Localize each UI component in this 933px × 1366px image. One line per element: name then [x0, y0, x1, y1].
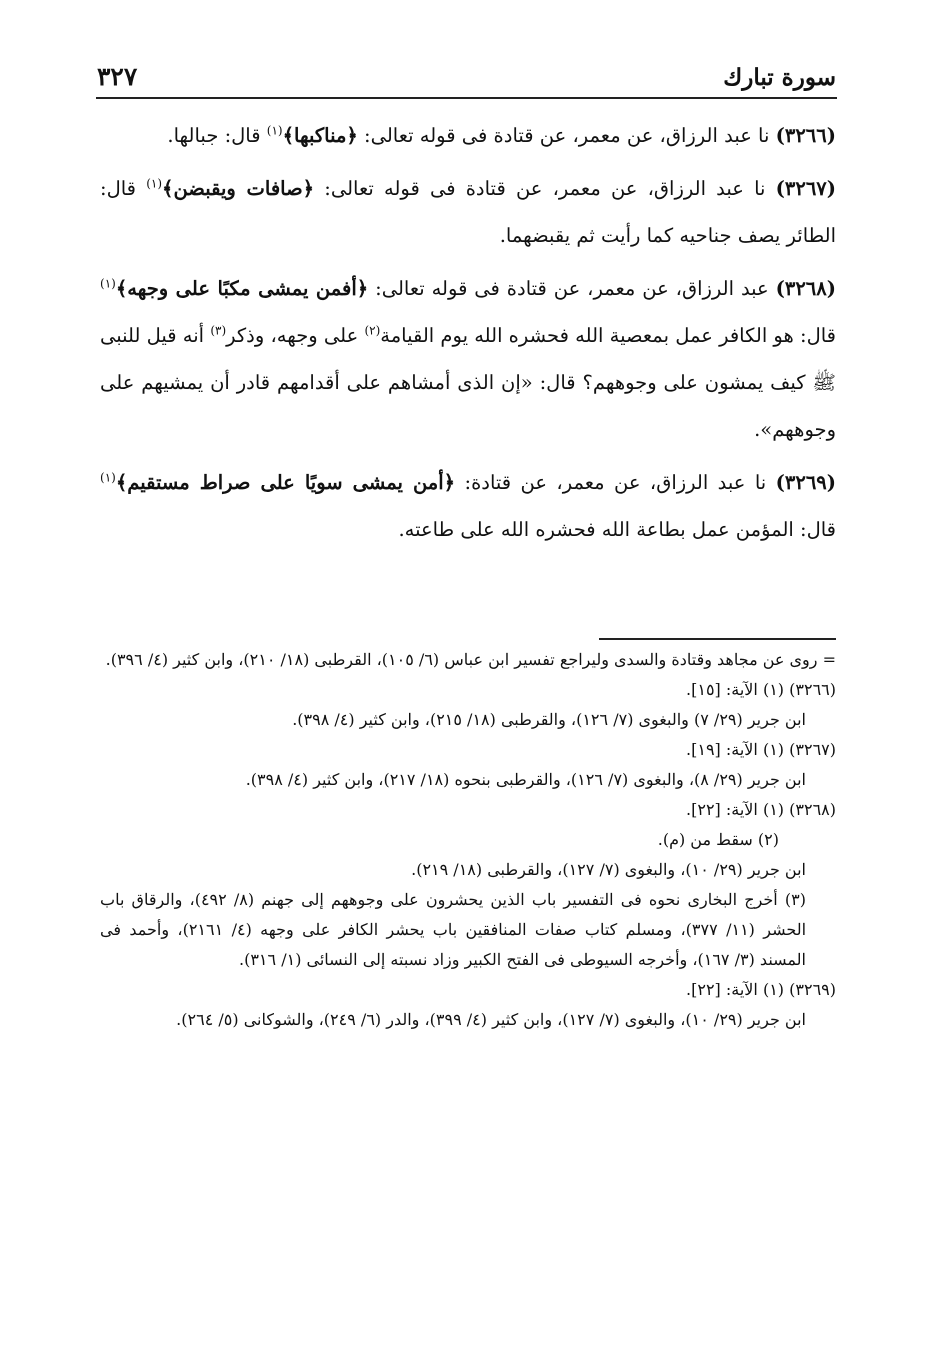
footnote-ref: (١)	[100, 276, 116, 291]
footnote-3268-sources: ابن جرير (٢٩/ ١٠)، والبغوى (٧/ ١٢٧)، والقرطبى (١٨/ ٢١٩).	[411, 860, 806, 879]
footnote-ref: (١)	[266, 123, 283, 138]
narration-number: (٣٢٦٦)	[775, 124, 836, 147]
narration-3268	[100, 265, 836, 453]
footnote-3269-sources: ابن جرير (٢٩/ ١٠)، والبغوى (٧/ ١٢٧)، وابن كثير (٤/ ٣٩٩)، والدر (٦/ ٢٤٩)، والشوكانى (٥/ ٢٦٤).	[176, 1010, 806, 1029]
footnote-3268-1: (٣٢٦٨) (١) الآية: [٢٢].	[686, 800, 836, 819]
narration-3266	[100, 112, 836, 159]
footnote-3267-sources: ابن جرير (٢٩/ ٨)، والبغوى (٧/ ١٢٦)، والقرطبى بنحوه (١٨/ ٢١٧)، وابن كثير (٤/ ٣٩٨).	[245, 770, 806, 789]
footnote-ref: (١)	[146, 176, 163, 191]
narration-chain: نا عبد الرزاق، عن معمر، عن قتادة فى قوله تعالى:	[357, 124, 776, 147]
narration-number: (٣٢٦٨)	[775, 277, 836, 300]
narration-3267	[100, 165, 836, 259]
footnote-3267-1: (٣٢٦٧) (١) الآية: [١٩].	[686, 740, 836, 759]
footnote-ref: (٢)	[364, 323, 381, 338]
narration-text: على وجهه، وذكر	[226, 324, 365, 347]
narrations	[100, 112, 836, 559]
footnote-3266-sources: ابن جرير (٢٩/ ٧) والبغوى (٧/ ١٢٦)، والقرطبى (١٨/ ٢١٥)، وابن كثير (٤/ ٣٩٨).	[292, 710, 806, 729]
narration-3269	[100, 459, 836, 553]
narration-text: قال: المؤمن عمل بطاعة الله فحشره الله على طاعته.	[398, 518, 836, 541]
page-number: ٣٢٧	[97, 62, 138, 91]
footnote-separator	[599, 638, 836, 640]
quran-quote: ﴿أفمن يمشى مكبًا على وجهه﴾	[115, 277, 369, 300]
narration-text: أنه قيل للنبى ﷺ كيف يمشون على وجوههم؟ قال: «إن الذى أمشاهم على أقدامهم قادر أن يمشيهم على وجوههم».	[100, 324, 836, 441]
narration-chain: نا عبد الرزاق، عن معمر، عن قتادة فى قوله تعالى:	[314, 177, 776, 200]
footnote-3268-2: (٢) سقط من (م).	[657, 830, 779, 849]
footnote-ref: (٣)	[210, 323, 227, 338]
quran-quote: ﴿أمن يمشى سويًا على صراط مستقيم﴾	[115, 471, 456, 494]
narration-chain: عبد الرزاق، عن معمر، عن قتادة فى قوله تعالى:	[368, 277, 776, 300]
narration-chain: نا عبد الرزاق، عن معمر، عن قتادة:	[455, 471, 776, 494]
quran-quote: ﴿صافات ويقبضن﴾	[162, 177, 315, 200]
footnote-ref: (١)	[100, 470, 116, 485]
narration-number: (٣٢٦٧)	[775, 177, 837, 200]
narration-text: قال: جبالها.	[167, 124, 267, 147]
footnote-3268-3: (٣) أخرج البخارى نحوه فى التفسير باب الذين يحشرون على وجوههم إلى جهنم (٨/ ٤٩٢)، والرقاق باب الحشر (١١/ ٣٧٧)، ومسلم كتاب صفات المنافقين باب يحشر الكافر على وجهه (٤/ ٢١٦١)، وأحمد فى المسند (٣/ ١٦٧)، وأخرجه السيوطى فى الفتح الكبير وزاد نسبته إلى النسائى (١/ ٣١٦).	[100, 890, 807, 969]
narration-text: قال: الطائر يصف جناحيه كما رأيت ثم يقبضهما.	[100, 177, 836, 247]
narration-text: قال: هو الكافر عمل بمعصية الله فحشره الله يوم القيامة	[380, 324, 836, 347]
footnotes	[100, 645, 836, 1035]
footnote-continuation: = روى عن مجاهد وقتادة والسدى وليراجع تفسير ابن عباس (٦/ ١٠٥)، القرطبى (١٨/ ٢١٠)، وابن كثير (٤/ ٣٩٦).	[105, 650, 836, 669]
footnote-3269-1: (٣٢٦٩) (١) الآية: [٢٢].	[686, 980, 836, 999]
quran-quote: ﴿مناكبها﴾	[282, 124, 358, 147]
running-header-title: سورة تبارك	[723, 64, 836, 91]
header-rule	[96, 97, 837, 99]
footnote-3266-1: (٣٢٦٦) (١) الآية: [١٥].	[686, 680, 836, 699]
narration-number: (٣٢٦٩)	[775, 471, 837, 494]
